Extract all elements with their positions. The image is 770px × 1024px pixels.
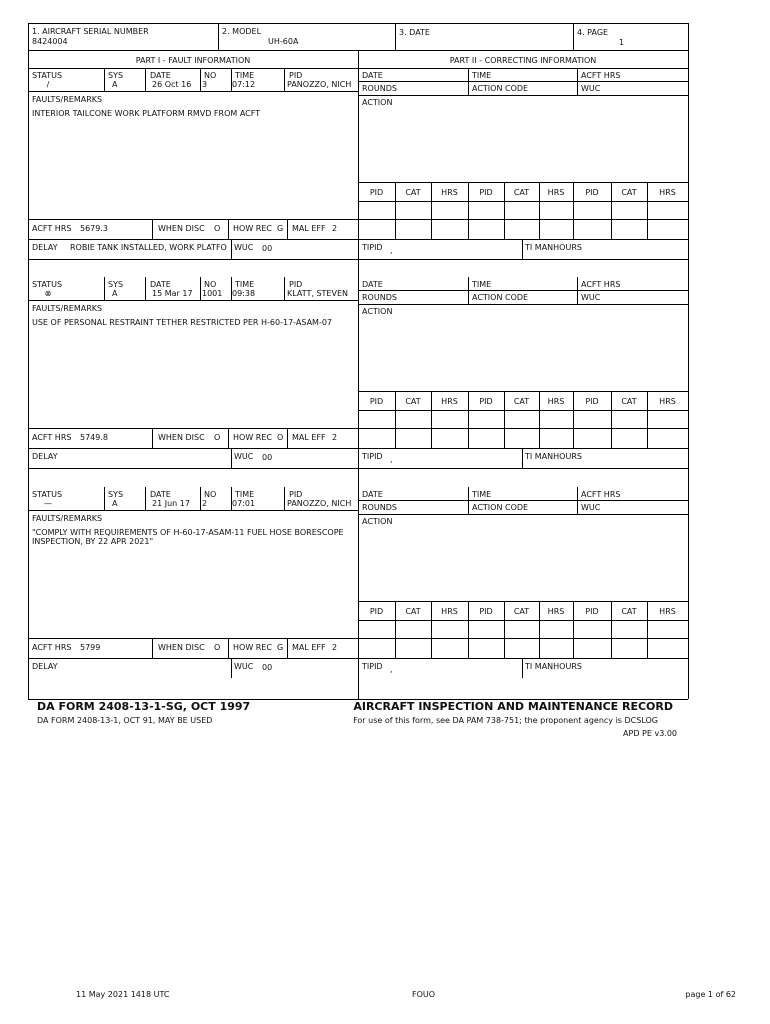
tipid-label: TIPID	[362, 243, 383, 252]
time-value: 09:38	[232, 289, 256, 298]
sig-hrs-label: HRS	[659, 607, 676, 616]
mal-eff-label: MAL EFF	[292, 643, 326, 652]
rule-line	[522, 448, 523, 468]
rule-line	[104, 277, 105, 300]
remarks-text: "COMPLY WITH REQUIREMENTS OF H-60-17-ASAM-11 FUEL HOSE BORESCOPE INSPECTION, BY 22 APR 2021"	[32, 528, 344, 546]
acft-hrs-label: ACFT HRS	[32, 433, 72, 442]
rule-line	[231, 448, 232, 468]
rule-line	[358, 290, 688, 291]
rule-line	[28, 658, 688, 659]
p2-acft-hrs-label: ACFT HRS	[581, 490, 621, 499]
rule-line	[28, 300, 358, 301]
p2-action-code-label: ACTION CODE	[472, 503, 529, 512]
rule-line	[28, 68, 688, 69]
sig-pid-label: PID	[369, 397, 384, 406]
rule-line	[358, 638, 688, 639]
sig-hrs-label: HRS	[441, 607, 458, 616]
no-value: 1001	[202, 289, 223, 298]
rule-line	[284, 68, 285, 91]
p2-date-label: DATE	[362, 490, 383, 499]
date-value: 21 Jun 17	[152, 499, 190, 508]
rule-line	[152, 428, 153, 448]
rule-line	[145, 68, 146, 91]
sys-value: A	[112, 499, 118, 508]
how-rec-label: HOW REC	[233, 224, 272, 233]
date-label: 3. DATE	[399, 28, 430, 37]
rule-line	[28, 91, 358, 92]
sig-cat-label: CAT	[513, 188, 530, 197]
rule-line	[200, 68, 201, 91]
remarks-text: USE OF PERSONAL RESTRAINT TETHER RESTRICTED PER H-60-17-ASAM-07	[32, 318, 333, 327]
date-label: DATE	[150, 71, 171, 80]
p2-time-label: TIME	[472, 490, 492, 499]
mal-eff-label: MAL EFF	[292, 224, 326, 233]
when-disc-label: WHEN DISC	[158, 643, 205, 652]
rule-line	[358, 95, 688, 96]
status-value: ⊗	[44, 289, 52, 298]
sig-cat-label: CAT	[405, 607, 421, 616]
how-rec-label: HOW REC	[233, 433, 272, 442]
status-value: /	[46, 80, 50, 89]
remarks-text: INTERIOR TAILCONE WORK PLATFORM RMVD FROM ACFT	[32, 109, 261, 118]
p2-action-code-label: ACTION CODE	[472, 293, 529, 302]
rule-line	[28, 638, 358, 639]
faults-label: FAULTS/REMARKS	[32, 304, 103, 313]
sig-cat-label: CAT	[405, 188, 421, 197]
acft-hrs-value: 5679.3	[80, 224, 108, 233]
serial-label: 1. AIRCRAFT SERIAL NUMBER	[32, 27, 149, 36]
no-label: NO	[204, 490, 217, 499]
date-value: 26 Oct 16	[152, 80, 192, 89]
sig-cat-label: CAT	[621, 188, 637, 197]
sys-label: SYS	[108, 71, 124, 80]
no-label: NO	[204, 71, 217, 80]
time-value: 07:01	[232, 499, 256, 508]
tipid-label: TIPID	[362, 662, 383, 671]
p2-action-code-label: ACTION CODE	[472, 84, 529, 93]
mal-eff-value: 2	[332, 643, 338, 652]
pid-label: PID	[289, 490, 303, 499]
rule-line	[358, 201, 688, 202]
version-label: APD PE v3.00	[623, 729, 677, 738]
sig-hrs-label: HRS	[441, 188, 458, 197]
sig-hrs-label: HRS	[547, 397, 565, 406]
p2-time-label: TIME	[472, 280, 492, 289]
page-label: 4. PAGE	[577, 28, 609, 37]
model-value: UH-60A	[268, 37, 299, 46]
mal-eff-label: MAL EFF	[292, 433, 326, 442]
how-rec-label: HOW REC	[233, 643, 272, 652]
maintenance-form	[28, 23, 688, 699]
when-disc-value: O	[214, 433, 221, 442]
rule-line	[688, 23, 689, 699]
rule-line	[28, 428, 358, 429]
acft-hrs-value: 5749.8	[80, 433, 108, 442]
rule-line	[28, 448, 688, 449]
p2-wuc-label: WUC	[581, 293, 601, 302]
rule-line	[358, 601, 688, 602]
p2-time-label: TIME	[472, 71, 492, 80]
rule-line	[358, 81, 688, 82]
time-label: TIME	[235, 71, 255, 80]
sig-pid-label: PID	[585, 188, 599, 197]
rule-line	[28, 510, 358, 511]
status-label: STATUS	[32, 280, 63, 289]
acft-hrs-label: ACFT HRS	[32, 224, 72, 233]
rule-line	[358, 219, 688, 220]
how-rec-value: G	[277, 224, 284, 233]
tipid-value: ,	[390, 455, 393, 464]
sig-hrs-label: HRS	[547, 188, 565, 197]
wuc-label: WUC	[234, 452, 254, 461]
rule-line	[358, 620, 688, 621]
rule-line	[200, 277, 201, 300]
sys-label: SYS	[108, 490, 124, 499]
rule-line	[522, 658, 523, 678]
p2-rounds-label: ROUNDS	[362, 293, 397, 302]
rule-line	[200, 487, 201, 510]
tipid-value: ,	[390, 246, 393, 255]
rule-line	[28, 239, 688, 240]
rule-line	[358, 410, 688, 411]
delay-value: ROBIE TANK INSTALLED, WORK PLATFO	[70, 243, 227, 252]
rule-line	[573, 23, 574, 50]
p2-acft-hrs-label: ACFT HRS	[581, 71, 621, 80]
rule-line	[145, 487, 146, 510]
status-value: —	[44, 499, 52, 508]
rule-line	[152, 219, 153, 239]
rule-line	[358, 304, 688, 305]
date-label: DATE	[150, 490, 171, 499]
page-count: page 1 of 62	[685, 990, 736, 999]
ti-manhours-label: TI MANHOURS	[525, 452, 582, 461]
p2-date-label: DATE	[362, 71, 383, 80]
sig-cat-label: CAT	[621, 397, 637, 406]
delay-label: DELAY	[32, 243, 58, 252]
rule-line	[287, 428, 288, 448]
record-title: AIRCRAFT INSPECTION AND MAINTENANCE RECORD	[353, 700, 673, 713]
faults-label: FAULTS/REMARKS	[32, 514, 103, 523]
rule-line	[28, 23, 688, 24]
sig-cat-label: CAT	[513, 397, 530, 406]
rule-line	[522, 239, 523, 259]
when-disc-label: WHEN DISC	[158, 433, 205, 442]
sig-pid-label: PID	[585, 607, 599, 616]
sys-label: SYS	[108, 280, 124, 289]
pid-value: PANOZZO, NICH	[287, 499, 352, 508]
wuc-value: 00	[262, 663, 273, 672]
fouo-marking: FOUO	[412, 990, 436, 999]
rule-line	[358, 182, 688, 183]
sig-hrs-label: HRS	[659, 397, 676, 406]
p2-date-label: DATE	[362, 280, 383, 289]
time-value: 07:12	[232, 80, 256, 89]
rule-line	[28, 219, 358, 220]
rule-line	[28, 259, 688, 260]
mal-eff-value: 2	[332, 433, 338, 442]
sys-value: A	[112, 289, 118, 298]
date-label: DATE	[150, 280, 171, 289]
rule-line	[358, 514, 688, 515]
when-disc-value: O	[214, 643, 221, 652]
status-label: STATUS	[32, 71, 63, 80]
rule-line	[287, 219, 288, 239]
how-rec-value: G	[277, 643, 284, 652]
acft-hrs-value: 5799	[80, 643, 101, 652]
rule-line	[152, 638, 153, 658]
sys-value: A	[112, 80, 118, 89]
sig-pid-label: PID	[479, 397, 493, 406]
p2-action-label: ACTION	[362, 517, 393, 526]
tipid-label: TIPID	[362, 452, 383, 461]
pid-value: KLATT, STEVEN	[287, 289, 348, 298]
wuc-label: WUC	[234, 243, 254, 252]
p2-wuc-label: WUC	[581, 84, 601, 93]
form-previous-edition: DA FORM 2408-13-1, OCT 91, MAY BE USED	[37, 716, 213, 725]
sig-hrs-label: HRS	[547, 607, 565, 616]
usage-note: For use of this form, see DA PAM 738-751; the proponent agency is DCSLOG	[353, 716, 658, 725]
rule-line	[104, 487, 105, 510]
faults-label: FAULTS/REMARKS	[32, 95, 103, 104]
rule-line	[28, 23, 29, 699]
wuc-value: 00	[262, 453, 273, 462]
part1-header: PART I - FAULT INFORMATION	[135, 56, 251, 65]
delay-label: DELAY	[32, 662, 58, 671]
time-label: TIME	[235, 280, 255, 289]
sig-pid-label: PID	[369, 607, 384, 616]
ti-manhours-label: TI MANHOURS	[525, 243, 582, 252]
sig-pid-label: PID	[479, 188, 493, 197]
pid-label: PID	[289, 71, 303, 80]
sig-pid-label: PID	[369, 188, 384, 197]
pid-label: PID	[289, 280, 303, 289]
rule-line	[218, 23, 219, 50]
tipid-value: ,	[390, 665, 393, 674]
part2-header: PART II - CORRECTING INFORMATION	[449, 56, 597, 65]
time-label: TIME	[235, 490, 255, 499]
model-label: 2. MODEL	[222, 27, 262, 36]
sig-hrs-label: HRS	[659, 188, 676, 197]
date-value: 15 Mar 17	[152, 289, 193, 298]
when-disc-label: WHEN DISC	[158, 224, 205, 233]
rule-line	[358, 428, 688, 429]
sig-hrs-label: HRS	[441, 397, 458, 406]
p2-rounds-label: ROUNDS	[362, 503, 397, 512]
rule-line	[231, 658, 232, 678]
rule-line	[28, 468, 688, 469]
serial-value: 8424004	[32, 37, 68, 46]
rule-line	[228, 219, 229, 239]
p2-action-label: ACTION	[362, 307, 393, 316]
rule-line	[358, 391, 688, 392]
rule-line	[228, 638, 229, 658]
rule-line	[395, 23, 396, 50]
how-rec-value: O	[277, 433, 284, 442]
acft-hrs-label: ACFT HRS	[32, 643, 72, 652]
p2-wuc-label: WUC	[581, 503, 601, 512]
p2-acft-hrs-label: ACFT HRS	[581, 280, 621, 289]
mal-eff-value: 2	[332, 224, 338, 233]
status-label: STATUS	[32, 490, 63, 499]
rule-line	[358, 500, 688, 501]
rule-line	[104, 68, 105, 91]
wuc-value: 00	[262, 244, 273, 253]
sig-pid-label: PID	[479, 607, 493, 616]
form-title: DA FORM 2408-13-1-SG, OCT 1997	[37, 700, 251, 713]
rule-line	[284, 277, 285, 300]
rule-line	[358, 50, 359, 700]
delay-label: DELAY	[32, 452, 58, 461]
sig-cat-label: CAT	[513, 607, 530, 616]
rule-line	[228, 428, 229, 448]
sig-cat-label: CAT	[405, 397, 421, 406]
ti-manhours-label: TI MANHOURS	[525, 662, 582, 671]
rule-line	[145, 277, 146, 300]
timestamp: 11 May 2021 1418 UTC	[76, 990, 170, 999]
rule-line	[284, 487, 285, 510]
page-value: 1	[619, 38, 625, 47]
sig-cat-label: CAT	[621, 607, 637, 616]
p2-action-label: ACTION	[362, 98, 393, 107]
pid-value: PANOZZO, NICH	[287, 80, 352, 89]
no-label: NO	[204, 280, 217, 289]
wuc-label: WUC	[234, 662, 254, 671]
p2-rounds-label: ROUNDS	[362, 84, 397, 93]
no-value: 3	[202, 80, 208, 89]
rule-line	[287, 638, 288, 658]
when-disc-value: O	[214, 224, 221, 233]
sig-pid-label: PID	[585, 397, 599, 406]
no-value: 2	[202, 499, 208, 508]
